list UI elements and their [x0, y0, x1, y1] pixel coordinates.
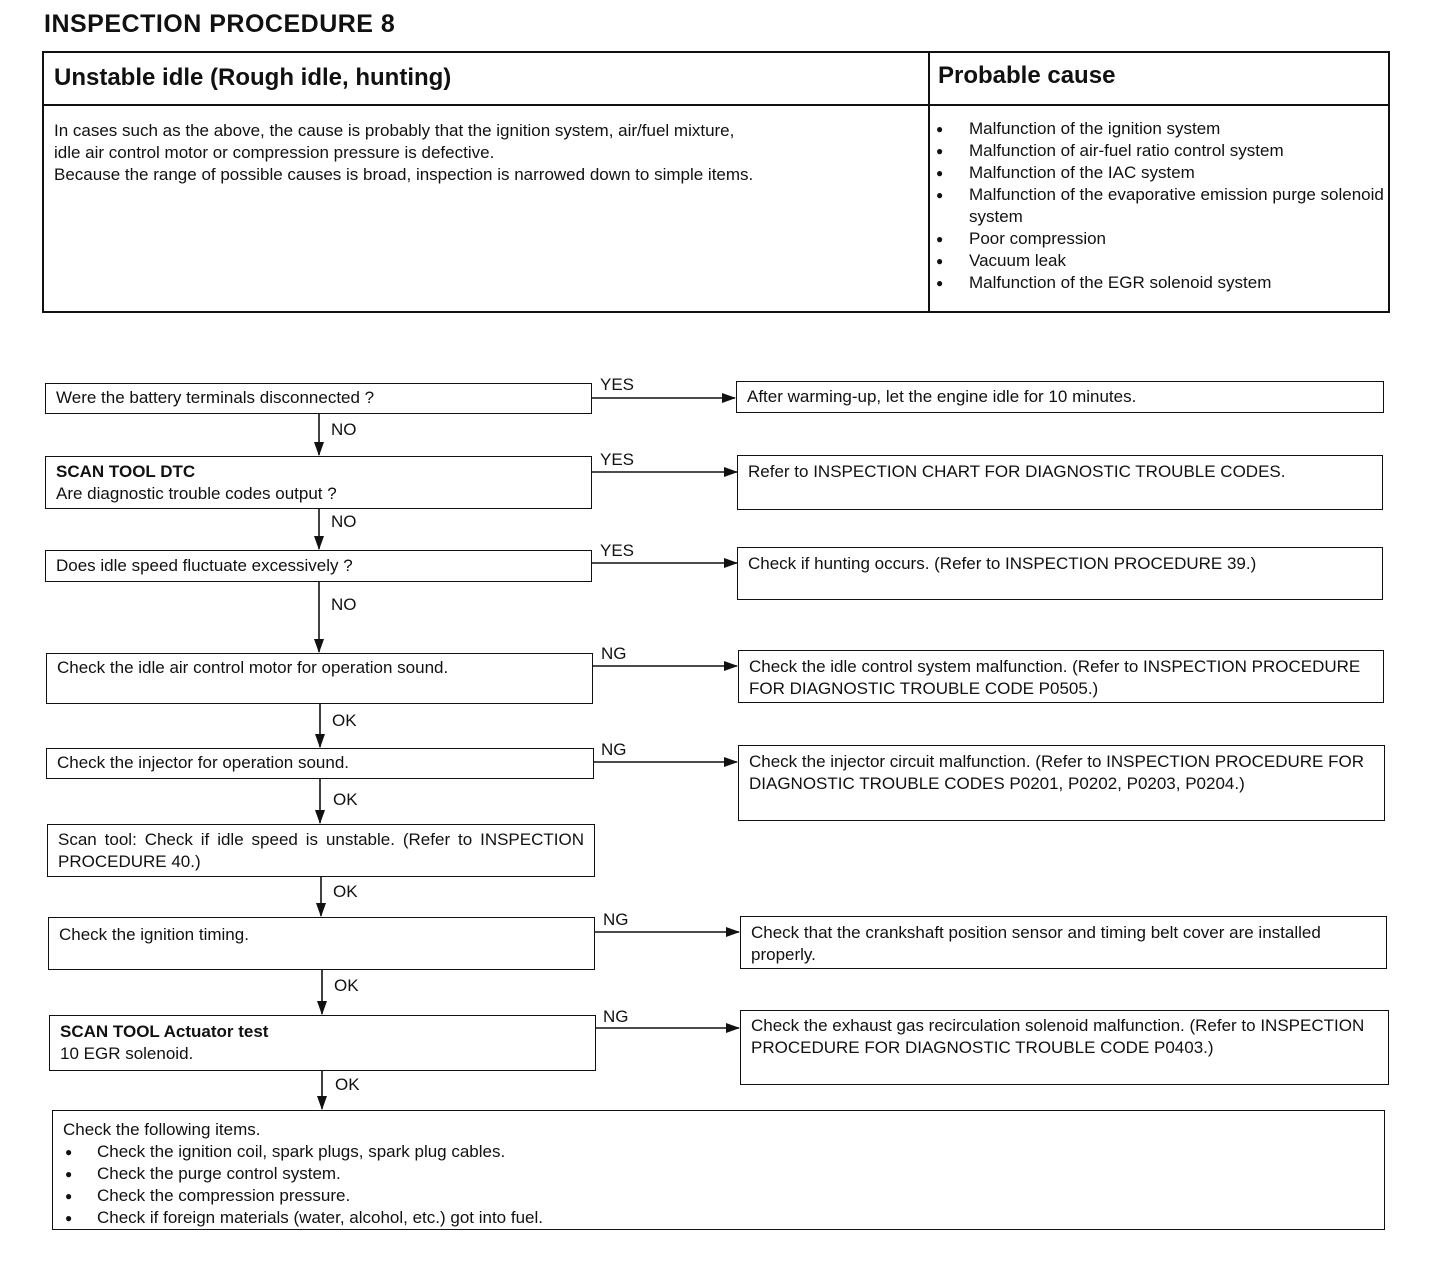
- check-item: ● Check if foreign materials (water, alcohol, etc.) got into fuel.: [63, 1207, 1374, 1229]
- no-label: NO: [331, 420, 357, 439]
- yes-label: YES: [600, 450, 635, 469]
- ng-label: NG: [603, 1007, 629, 1026]
- step-actuator-test: [49, 1015, 596, 1071]
- step-text: Are diagnostic trouble codes output ?: [56, 484, 337, 503]
- ok-label: OK: [333, 882, 358, 901]
- result-text: Check the injector circuit malfunction. (Refer to INSPECTION PROCEDURE FOR DIAGNOSTIC TROUBLE CODES P0201, P0202, P0203, P0204.): [749, 752, 1364, 793]
- result-text: Refer to INSPECTION CHART FOR DIAGNOSTIC TROUBLE CODES.: [748, 462, 1286, 481]
- ok-label: OK: [333, 790, 358, 809]
- result-egr-solenoid: [740, 1010, 1389, 1085]
- ok-label: OK: [332, 711, 357, 730]
- result-text: Check the exhaust gas recirculation solenoid malfunction. (Refer to INSPECTION PROCEDURE FOR DIAGNOSTIC TROUBLE CODE P0403.): [751, 1016, 1365, 1057]
- description-line: In cases such as the above, the cause is probably that the ignition system, air/fuel mixture,: [54, 121, 735, 140]
- step-iac-motor-sound: [46, 653, 593, 704]
- cause-item: ● Malfunction of the evaporative emission purge solenoid system: [936, 184, 1388, 228]
- ok-label: OK: [334, 976, 359, 995]
- cause-item: ● Poor compression: [936, 228, 1388, 250]
- result-text: Check that the crankshaft position sensor and timing belt cover are installed properly.: [751, 923, 1321, 964]
- check-item: ● Check the purge control system.: [63, 1163, 1374, 1185]
- result-text: After warming-up, let the engine idle for 10 minutes.: [747, 387, 1137, 406]
- cause-item: ● Vacuum leak: [936, 250, 1388, 272]
- step-text: Does idle speed fluctuate excessively ?: [56, 556, 353, 575]
- step-text: Check the injector for operation sound.: [57, 753, 350, 772]
- final-intro: Check the following items.: [63, 1120, 261, 1139]
- result-hunting: [737, 547, 1383, 600]
- description-line: Because the range of possible causes is broad, inspection is narrowed down to simple items.: [54, 165, 754, 184]
- step-battery-terminals: [45, 383, 592, 414]
- result-dtc-chart: [737, 455, 1383, 510]
- ng-label: NG: [601, 740, 627, 759]
- final-check-list: [63, 1141, 1374, 1229]
- step-heading: SCAN TOOL Actuator test: [60, 1022, 269, 1041]
- cause-item: ● Malfunction of the EGR solenoid system: [936, 272, 1388, 294]
- cause-item: ● Malfunction of the ignition system: [936, 118, 1388, 140]
- step-scan-tool-dtc: [45, 456, 592, 509]
- page-title: INSPECTION PROCEDURE 8: [44, 10, 396, 38]
- probable-cause-title: Probable cause: [938, 62, 1116, 89]
- ok-label: OK: [335, 1075, 360, 1094]
- step-ignition-timing: [48, 917, 595, 970]
- yes-label: YES: [600, 375, 635, 394]
- step-injector-sound: [46, 748, 594, 779]
- symptom-title: Unstable idle (Rough idle, hunting): [54, 64, 452, 91]
- step-scan-idle-unstable: [47, 824, 595, 877]
- check-item: ● Check the compression pressure.: [63, 1185, 1374, 1207]
- yes-label: YES: [600, 541, 635, 560]
- result-crankshaft-sensor: [740, 916, 1387, 969]
- step-heading: SCAN TOOL DTC: [56, 462, 196, 481]
- ng-label: NG: [601, 644, 627, 663]
- step-text: Scan tool: Check if idle speed is unstable. (Refer to INSPECTION PROCEDURE 40.): [58, 830, 584, 871]
- cause-item: ● Malfunction of air-fuel ratio control system: [936, 140, 1388, 162]
- step-text: Check the ignition timing.: [59, 925, 249, 944]
- step-text: Check the idle air control motor for operation sound.: [57, 658, 449, 677]
- step-text: Were the battery terminals disconnected ?: [56, 388, 375, 407]
- description-line: idle air control motor or compression pressure is defective.: [54, 143, 495, 162]
- step-text: 10 EGR solenoid.: [60, 1044, 194, 1063]
- result-warm-up: [736, 381, 1384, 413]
- step-idle-fluctuate: [45, 550, 592, 582]
- check-item: ● Check the ignition coil, spark plugs, spark plug cables.: [63, 1141, 1374, 1163]
- ng-label: NG: [603, 910, 629, 929]
- result-text: Check the idle control system malfunction. (Refer to INSPECTION PROCEDURE FOR DIAGNOSTIC TROUBLE CODE P0505.): [749, 657, 1361, 698]
- no-label: NO: [331, 595, 357, 614]
- cause-item: ● Malfunction of the IAC system: [936, 162, 1388, 184]
- result-idle-control: [738, 650, 1384, 703]
- final-check-items: [52, 1110, 1385, 1230]
- no-label: NO: [331, 512, 357, 531]
- result-injector-circuit: [738, 745, 1385, 821]
- result-text: Check if hunting occurs. (Refer to INSPECTION PROCEDURE 39.): [748, 554, 1257, 573]
